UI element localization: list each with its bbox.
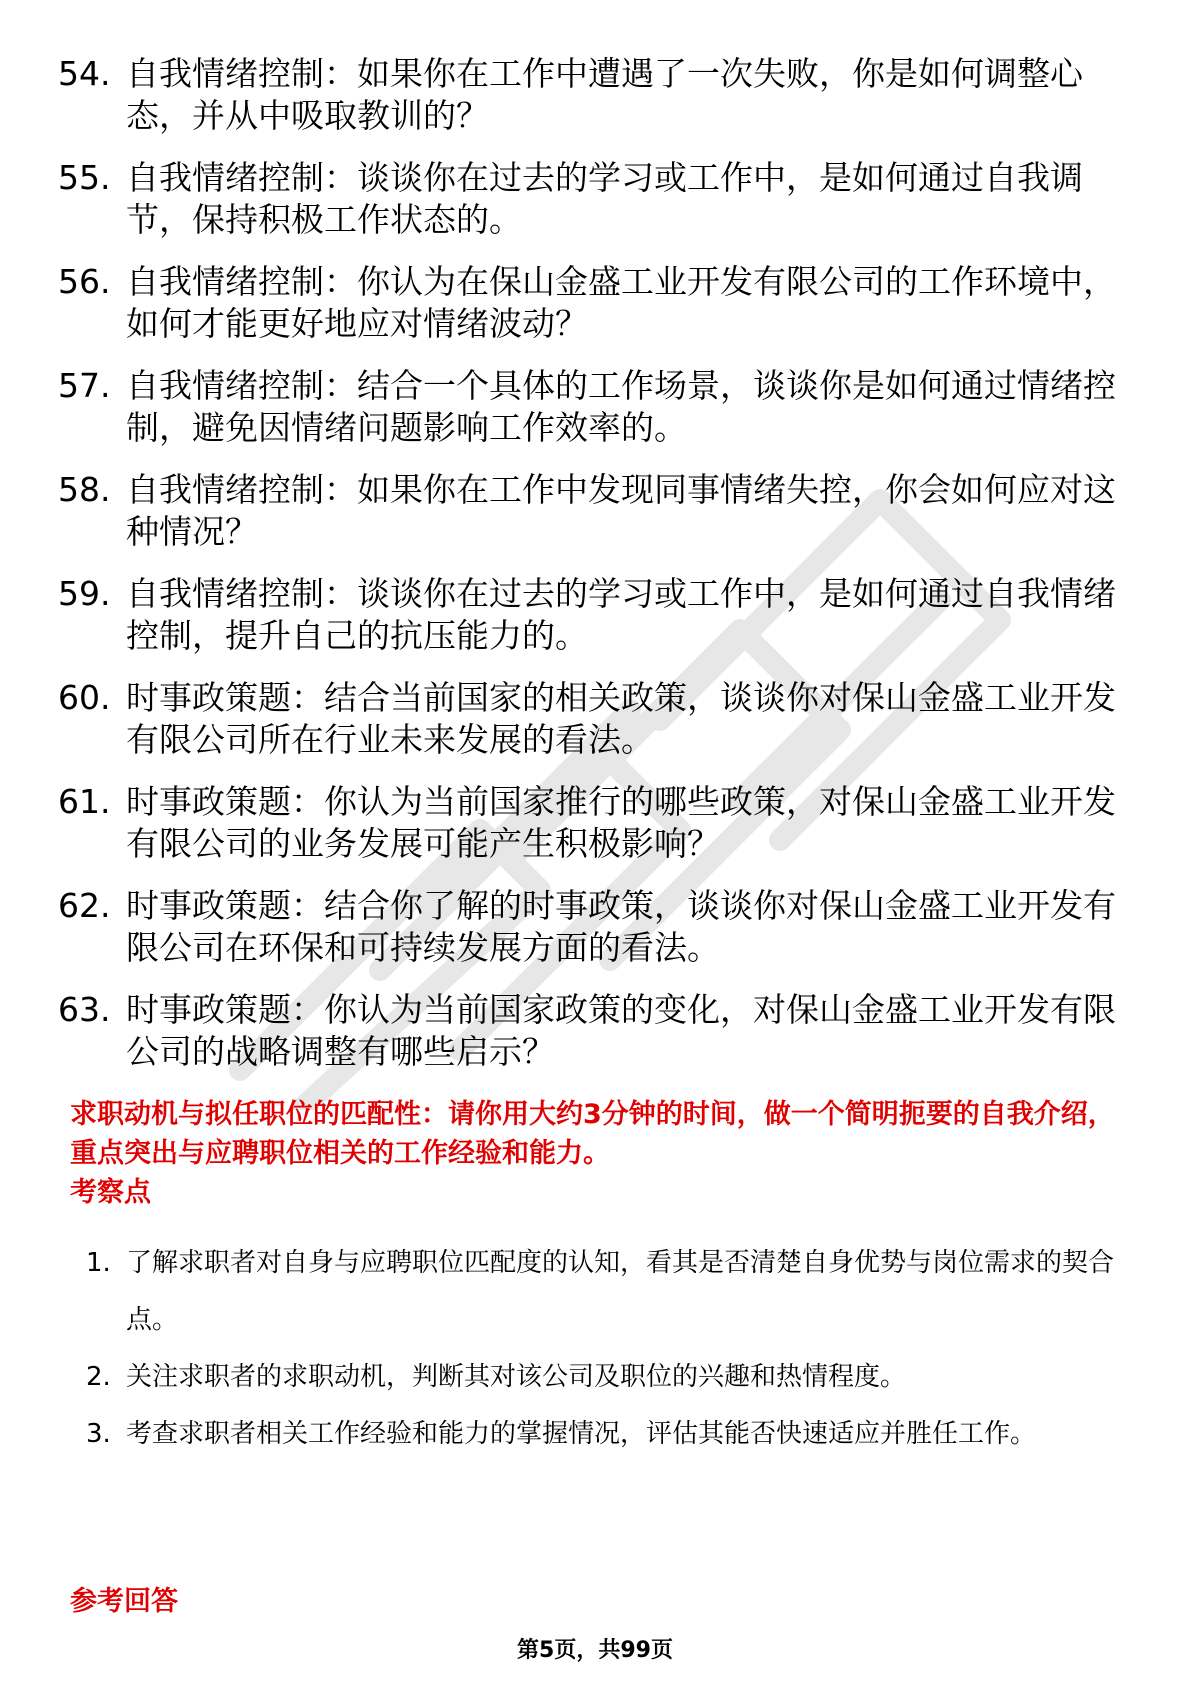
point-number: 2. bbox=[86, 1362, 111, 1392]
question-text: 时事政策题：你认为当前国家政策的变化，对保山金盛工业开发有限公司的战略调整有哪些启示？ bbox=[126, 990, 1116, 1071]
list-item bbox=[58, 157, 1118, 241]
list-item bbox=[58, 677, 1118, 761]
list-item bbox=[58, 781, 1118, 865]
answer-heading: 参考回答 bbox=[70, 1586, 178, 1617]
list-item bbox=[58, 261, 1118, 345]
list-item bbox=[58, 989, 1118, 1073]
question-number: 62. bbox=[58, 886, 111, 925]
question-number: 58. bbox=[58, 470, 111, 509]
question-number: 60. bbox=[58, 678, 111, 717]
question-number: 55. bbox=[58, 158, 111, 197]
list-item bbox=[58, 53, 1118, 137]
question-number: 61. bbox=[58, 782, 111, 821]
point-text: 关注求职者的求职动机，判断其对该公司及职位的兴趣和热情程度。 bbox=[126, 1362, 907, 1392]
question-number: 63. bbox=[58, 990, 111, 1029]
question-number: 54. bbox=[58, 54, 111, 93]
point-number: 1. bbox=[86, 1248, 111, 1278]
question-text: 自我情绪控制：谈谈你在过去的学习或工作中，是如何通过自我调节，保持积极工作状态的。 bbox=[126, 158, 1083, 239]
list-item bbox=[86, 1349, 1126, 1406]
point-text: 考查求职者相关工作经验和能力的掌握情况，评估其能否快速适应并胜任工作。 bbox=[126, 1419, 1037, 1449]
list-item bbox=[58, 469, 1118, 553]
list-item bbox=[86, 1406, 1126, 1463]
point-number: 3. bbox=[86, 1419, 111, 1449]
question-text: 自我情绪控制：结合一个具体的工作场景，谈谈你是如何通过情绪控制，避免因情绪问题影响工作效率的。 bbox=[126, 366, 1116, 447]
featured-question: 求职动机与拟任职位的匹配性：请你用大约3分钟的时间，做一个简明扼要的自我介绍，重点突出与应聘职位相关的工作经验和能力。 bbox=[70, 1099, 1115, 1169]
question-list bbox=[58, 53, 1118, 1093]
question-text: 自我情绪控制：如果你在工作中发现同事情绪失控，你会如何应对这种情况？ bbox=[126, 470, 1116, 551]
question-text: 自我情绪控制：你认为在保山金盛工业开发有限公司的工作环境中，如何才能更好地应对情绪波动？ bbox=[126, 262, 1116, 343]
list-item bbox=[58, 365, 1118, 449]
question-text: 自我情绪控制：如果你在工作中遭遇了一次失败，你是如何调整心态，并从中吸取教训的？ bbox=[126, 54, 1083, 135]
point-text: 了解求职者对自身与应聘职位匹配度的认知，看其是否清楚自身优势与岗位需求的契合点。 bbox=[126, 1248, 1115, 1335]
list-item bbox=[86, 1235, 1126, 1349]
page-footer: 第5页，共99页 bbox=[517, 1638, 673, 1663]
question-text: 时事政策题：你认为当前国家推行的哪些政策，对保山金盛工业开发有限公司的业务发展可能产生积极影响？ bbox=[126, 782, 1116, 863]
question-number: 57. bbox=[58, 366, 111, 405]
points-list bbox=[86, 1235, 1126, 1463]
list-item bbox=[58, 573, 1118, 657]
question-text: 时事政策题：结合你了解的时事政策，谈谈你对保山金盛工业开发有限公司在环保和可持续发展方面的看法。 bbox=[126, 886, 1116, 967]
question-number: 56. bbox=[58, 262, 111, 301]
question-text: 自我情绪控制：谈谈你在过去的学习或工作中，是如何通过自我情绪控制，提升自己的抗压能力的。 bbox=[126, 574, 1116, 655]
points-heading: 考察点 bbox=[70, 1177, 151, 1208]
question-number: 59. bbox=[58, 574, 111, 613]
list-item bbox=[58, 885, 1118, 969]
question-text: 时事政策题：结合当前国家的相关政策，谈谈你对保山金盛工业开发有限公司所在行业未来发展的看法。 bbox=[126, 678, 1116, 759]
